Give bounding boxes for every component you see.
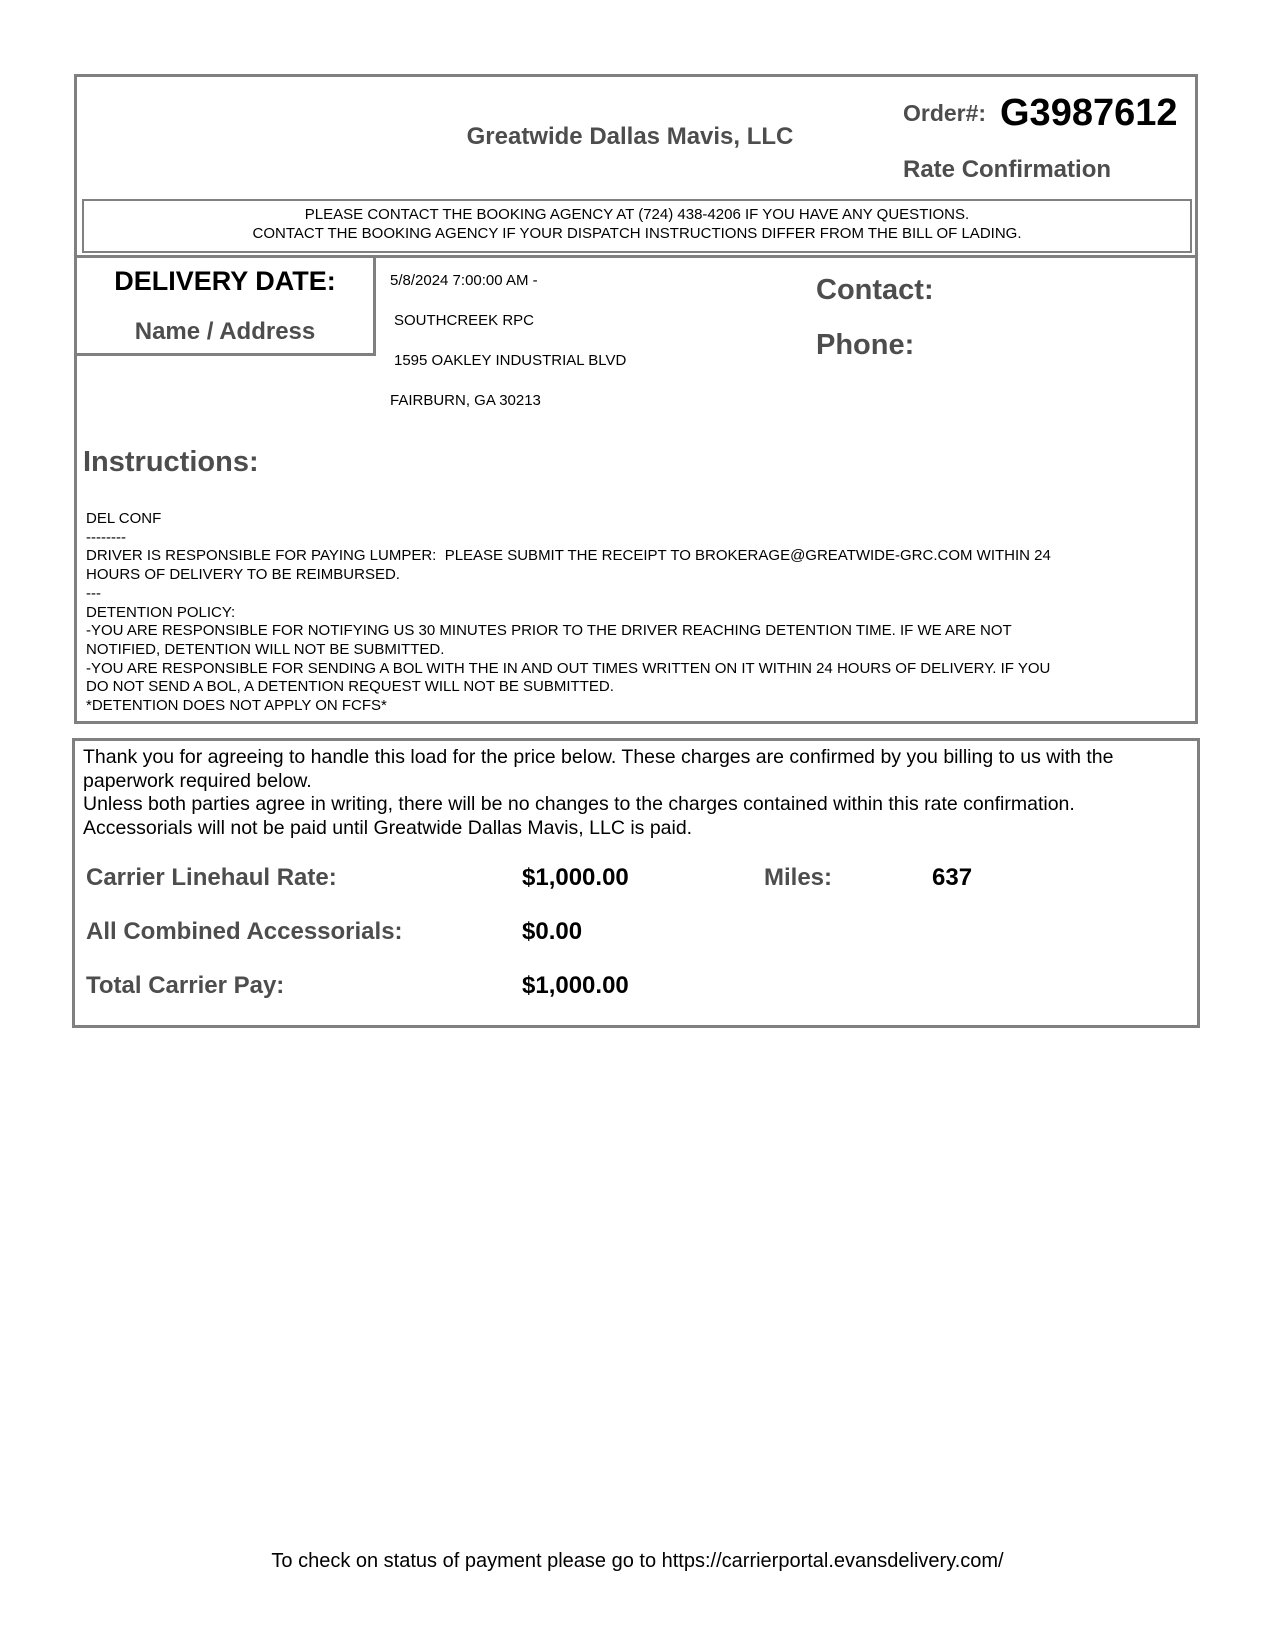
linehaul-value: $1,000.00 <box>522 864 629 891</box>
rate-intro-line: Unless both parties agree in writing, there will be no changes to the charges contained within this rate confirmation. <box>83 793 1075 816</box>
accessorials-value: $0.00 <box>522 918 583 945</box>
delivery-city: FAIRBURN, GA 30213 <box>390 392 541 409</box>
instructions-title: Instructions: <box>83 446 259 478</box>
notice-line: CONTACT THE BOOKING AGENCY IF YOUR DISPATCH INSTRUCTIONS DIFFER FROM THE BILL OF LADING. <box>252 225 1022 242</box>
total-pay-label: Total Carrier Pay: <box>86 972 285 999</box>
delivery-street: 1595 OAKLEY INDUSTRIAL BLVD <box>394 352 627 369</box>
total-pay-value: $1,000.00 <box>522 972 629 999</box>
delivery-name: SOUTHCREEK RPC <box>394 312 535 329</box>
rate-intro-line: Thank you for agreeing to handle this load for the price below. These charges are confirmed by you billing to us with the paperwork required below. <box>83 746 1114 792</box>
instructions-text: DEL CONF -------- DRIVER IS RESPONSIBLE FOR PAYING LUMPER: PLEASE SUBMIT THE RECEIPT TO BROKERAGE@GREATWIDE-GRC.COM WITHIN 24 HOURS OF DELIVERY TO BE REIMBURSED. --- DETENTION POLICY: -YOU ARE RESPONSIBLE FOR NOTIFYING US 30 MINUTES PRIOR TO THE DRIVER REACHING DETENTION TIME. IF WE ARE NOT NOTIFIED, DETENTION WILL NOT BE SUBMITTED. -YOU ARE RESPONSIBLE FOR SENDING A BOL WITH THE IN AND OUT TIMES WRITTEN ON IT WITHIN 24 HOURS OF DELIVERY. IF YOU DO NOT SEND A BOL, A DETENTION REQUEST WILL NOT BE SUBMITTED. *DETENTION DOES NOT APPLY ON FCFS* <box>86 510 1051 715</box>
delivery-date-value: 5/8/2024 7:00:00 AM - <box>390 272 538 289</box>
contact-label: Contact: <box>816 274 934 306</box>
name-address-label: Name / Address <box>134 318 316 345</box>
phone-label: Phone: <box>816 329 915 361</box>
notice-line: PLEASE CONTACT THE BOOKING AGENCY AT (724) 438-4206 IF YOU HAVE ANY QUESTIONS. <box>304 206 970 223</box>
accessorials-label: All Combined Accessorials: <box>86 918 403 945</box>
miles-label: Miles: <box>764 864 833 891</box>
order-label: Order#: <box>903 100 987 126</box>
rate-intro-line: Accessorials will not be paid until Greatwide Dallas Mavis, LLC is paid. <box>83 816 693 839</box>
rate-intro <box>83 746 1193 840</box>
notice-text <box>82 205 1192 243</box>
company-name: Greatwide Dallas Mavis, LLC <box>466 123 794 150</box>
linehaul-label: Carrier Linehaul Rate: <box>86 864 337 891</box>
order-number: G3987612 <box>1000 92 1178 134</box>
miles-value: 637 <box>932 864 973 891</box>
document-title: Rate Confirmation <box>903 156 1112 183</box>
delivery-date-label: DELIVERY DATE: <box>114 266 336 296</box>
payment-status-note: To check on status of payment please go to https://carrierportal.evansdelivery.com/ <box>271 1550 1004 1572</box>
